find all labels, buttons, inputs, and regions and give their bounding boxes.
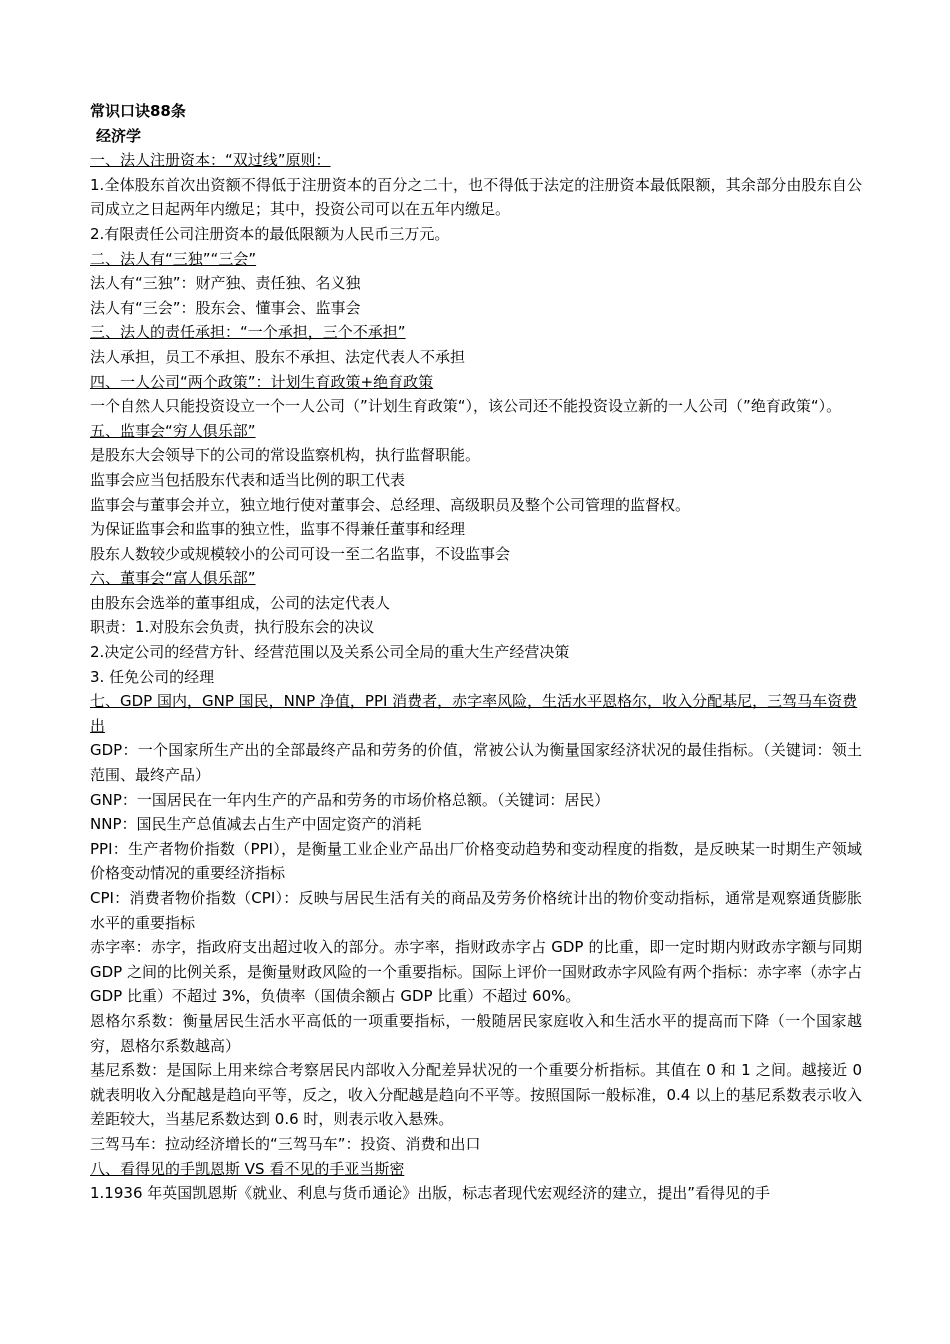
- paragraph: 法人有“三独”：财产独、责任独、名义独: [90, 274, 361, 293]
- paragraph: PPI：生产者物价指数（PPI），是衡量工业企业产品出厂价格变动趋势和变动程度的指数，是反映某一时期生产领域价格变动情况的重要经济指标: [90, 839, 862, 883]
- paragraph: 监事会与董事会并立，独立地行使对董事会、总经理、高级职员及整个公司管理的监督权。: [90, 495, 691, 514]
- paragraph: 是股东大会领导下的公司的常设监察机构，执行监督职能。: [90, 446, 481, 465]
- paragraph: 法人承担，员工不承担、股东不承担、法定代表人不承担: [90, 347, 466, 366]
- section-heading: 八、看得见的手凯恩斯 VS 看不见的手亚当斯密: [90, 1159, 405, 1178]
- paragraph: 三驾马车：拉动经济增长的“三驾马车”：投资、消费和出口: [90, 1134, 481, 1153]
- paragraph: 2.有限责任公司注册资本的最低限额为人民币三万元。: [90, 224, 450, 243]
- paragraph: 赤字率：赤字，指政府支出超过收入的部分。赤字率，指财政赤字占 GDP 的比重，即一定时期内财政赤字额与同期 GDP 之间的比例关系，是衡量财政风险的一个重要指标。国际上评价一国财政赤字风险有两个指标：赤字率（赤字占 GDP 比重）不超过 3%，负债率（国债余额占 GDP 比重）不超过 60%。: [90, 938, 862, 1006]
- paragraph: 1.全体股东首次出资额不得低于注册资本的百分之二十，也不得低于法定的注册资本最低限额，其余部分由股东自公司成立之日起两年内缴足；其中，投资公司可以在五年内缴足。: [90, 175, 862, 219]
- section-heading: 六、董事会“富人俱乐部”: [90, 569, 256, 588]
- section-heading: 一、法人注册资本：“双过线”原则：: [90, 151, 331, 170]
- paragraph: NNP：国民生产总值减去占生产中固定资产的消耗: [90, 815, 422, 834]
- paragraph: 基尼系数：是国际上用来综合考察居民内部收入分配差异状况的一个重要分析指标。其值在 0 和 1 之间。越接近 0 就表明收入分配越是趋向平等，反之，收入分配越是趋向不平等。按照国际一般标准，0.4 以上的基尼系数表示收入差距较大，当基尼系数达到 0.6 时，则表示收入悬殊。: [90, 1061, 862, 1129]
- document-page: [90, 99, 862, 1206]
- paragraph: 一个自然人只能投资设立一个一人公司（”计划生育政策“），该公司还不能投资设立新的一人公司（”绝育政策“）。: [90, 397, 842, 416]
- paragraph: 3. 任免公司的经理: [90, 667, 215, 686]
- paragraph: 恩格尔系数：衡量居民生活水平高低的一项重要指标，一般随居民家庭收入和生活水平的提高而下降（一个国家越穷，恩格尔系数越高）: [90, 1011, 862, 1055]
- paragraph: GDP：一个国家所生产出的全部最终产品和劳务的价值，常被公认为衡量国家经济状况的最佳指标。（关键词：领土范围、最终产品）: [90, 741, 862, 785]
- section-heading: 七、GDP 国内，GNP 国民，NNP 净值，PPI 消费者，赤字率风险，生活水平恩格尔，收入分配基尼，三驾马车资费出: [90, 692, 858, 735]
- paragraph: 由股东会选举的董事组成，公司的法定代表人: [90, 593, 391, 612]
- paragraph: 2.决定公司的经营方针、经营范围以及关系公司全局的重大生产经营决策: [90, 643, 570, 662]
- paragraph: 职责：1.对股东会负责，执行股东会的决议: [90, 618, 375, 637]
- paragraph: 监事会应当包括股东代表和适当比例的职工代表: [90, 470, 406, 489]
- paragraph: 法人有“三会”：股东会、懂事会、监事会: [90, 298, 361, 317]
- paragraph: 为保证监事会和监事的独立性，监事不得兼任董事和经理: [90, 520, 466, 539]
- paragraph: CPI：消费者物价指数（CPI）：反映与居民生活有关的商品及劳务价格统计出的物价变动指标，通常是观察通货膨胀水平的重要指标: [90, 889, 862, 932]
- section-heading: 五、监事会“穷人俱乐部”: [90, 421, 256, 440]
- section-heading: 二、法人有“三独”“三会”: [90, 249, 257, 268]
- document-title: 常识口诀88条: [90, 102, 186, 120]
- paragraph: GNP：一国居民在一年内生产的产品和劳务的市场价格总额。（关键词：居民）: [90, 790, 610, 809]
- paragraph: 1.1936 年英国凯恩斯《就业、利息与货币通论》出版，标志者现代宏观经济的建立，提出”看得见的手: [90, 1184, 771, 1203]
- section-heading: 四、一人公司“两个政策”：计划生育政策+绝育政策: [90, 372, 434, 391]
- section-heading: 三、法人的责任承担：“一个承担，三个不承担”: [90, 323, 406, 342]
- paragraph: 股东人数较少或规模较小的公司可设一至二名监事，不设监事会: [90, 544, 511, 563]
- document-subtitle: 经济学: [96, 126, 142, 145]
